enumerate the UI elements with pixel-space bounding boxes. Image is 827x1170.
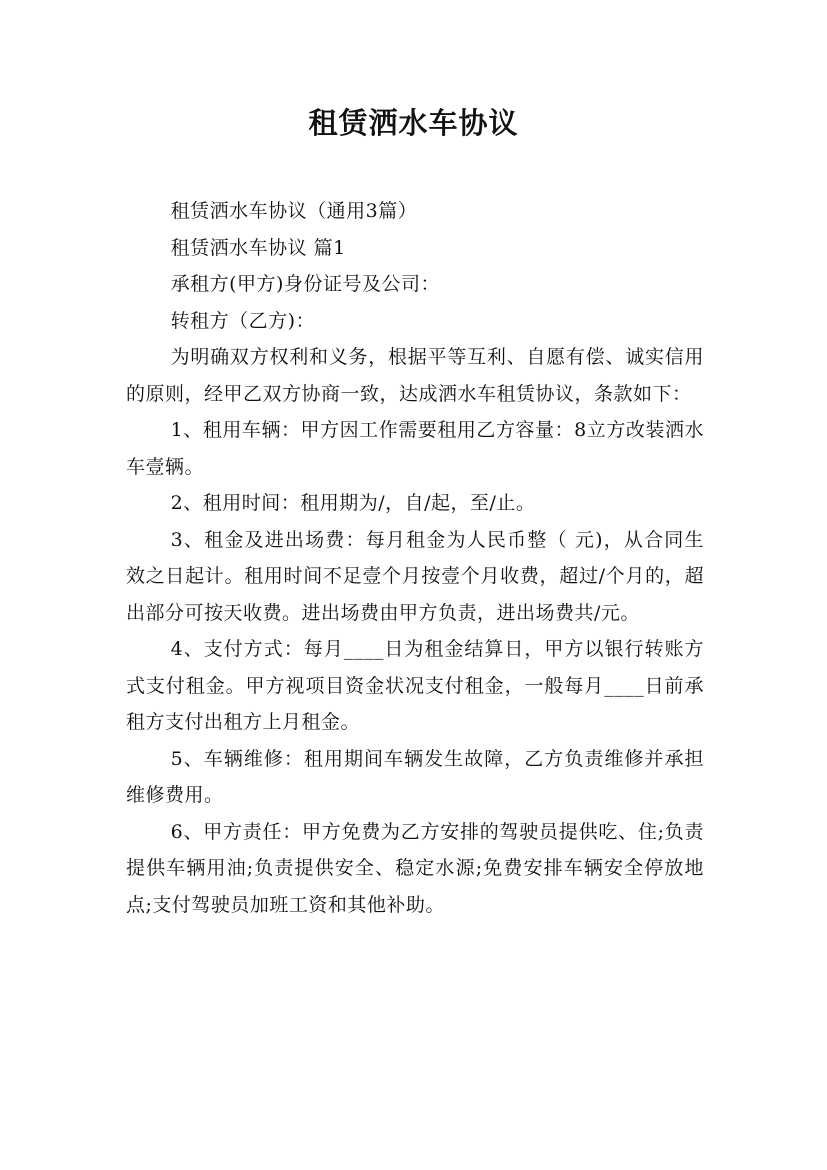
paragraph-clause-1: 1、租用车辆：甲方因工作需要租用乙方容量：8立方改装洒水车壹辆。	[126, 419, 704, 478]
document-title: 租赁洒水车协议	[308, 106, 519, 140]
paragraph-party-a: 承租方(甲方)身份证号及公司：	[170, 273, 440, 295]
paragraph-clause-4: 4、支付方式：每月____日为租金结算日，甲方以银行转账方式支付租金。甲方视项目资金状况支付租金，一般每月____日前承租方支付出租方上月租金。	[126, 638, 704, 733]
paragraph-subtitle: 租赁洒水车协议（通用3篇）	[170, 200, 418, 222]
paragraph-clause-2: 2、租用时间：租用期为/，自/起，至/止。	[170, 492, 536, 514]
paragraph-clause-5: 5、车辆维修：租用期间车辆发生故障，乙方负责维修并承担维修费用。	[126, 747, 704, 806]
paragraph-preamble: 为明确双方权利和义务，根据平等互利、自愿有偿、诚实信用的原则，经甲乙双方协商一致，达成洒水车租赁协议，条款如下：	[126, 346, 704, 405]
paragraph-clause-3: 3、租金及进出场费：每月租金为人民币整（ 元)，从合同生效之日起计。租用时间不足壹个月按壹个月收费，超过/个月的，超出部分可按天收费。进出场费由甲方负责，进出场费共/元。	[126, 528, 704, 624]
paragraph-section-heading: 租赁洒水车协议 篇1	[170, 236, 346, 259]
paragraph-party-b: 转租方（乙方)：	[170, 309, 316, 332]
document-body	[126, 193, 704, 923]
paragraph-clause-6: 6、甲方责任：甲方免费为乙方安排的驾驶员提供吃、住;负责提供车辆用油;负责提供安全、稳定水源;免费安排车辆安全停放地点;支付驾驶员加班工资和其他补助。	[126, 820, 704, 916]
